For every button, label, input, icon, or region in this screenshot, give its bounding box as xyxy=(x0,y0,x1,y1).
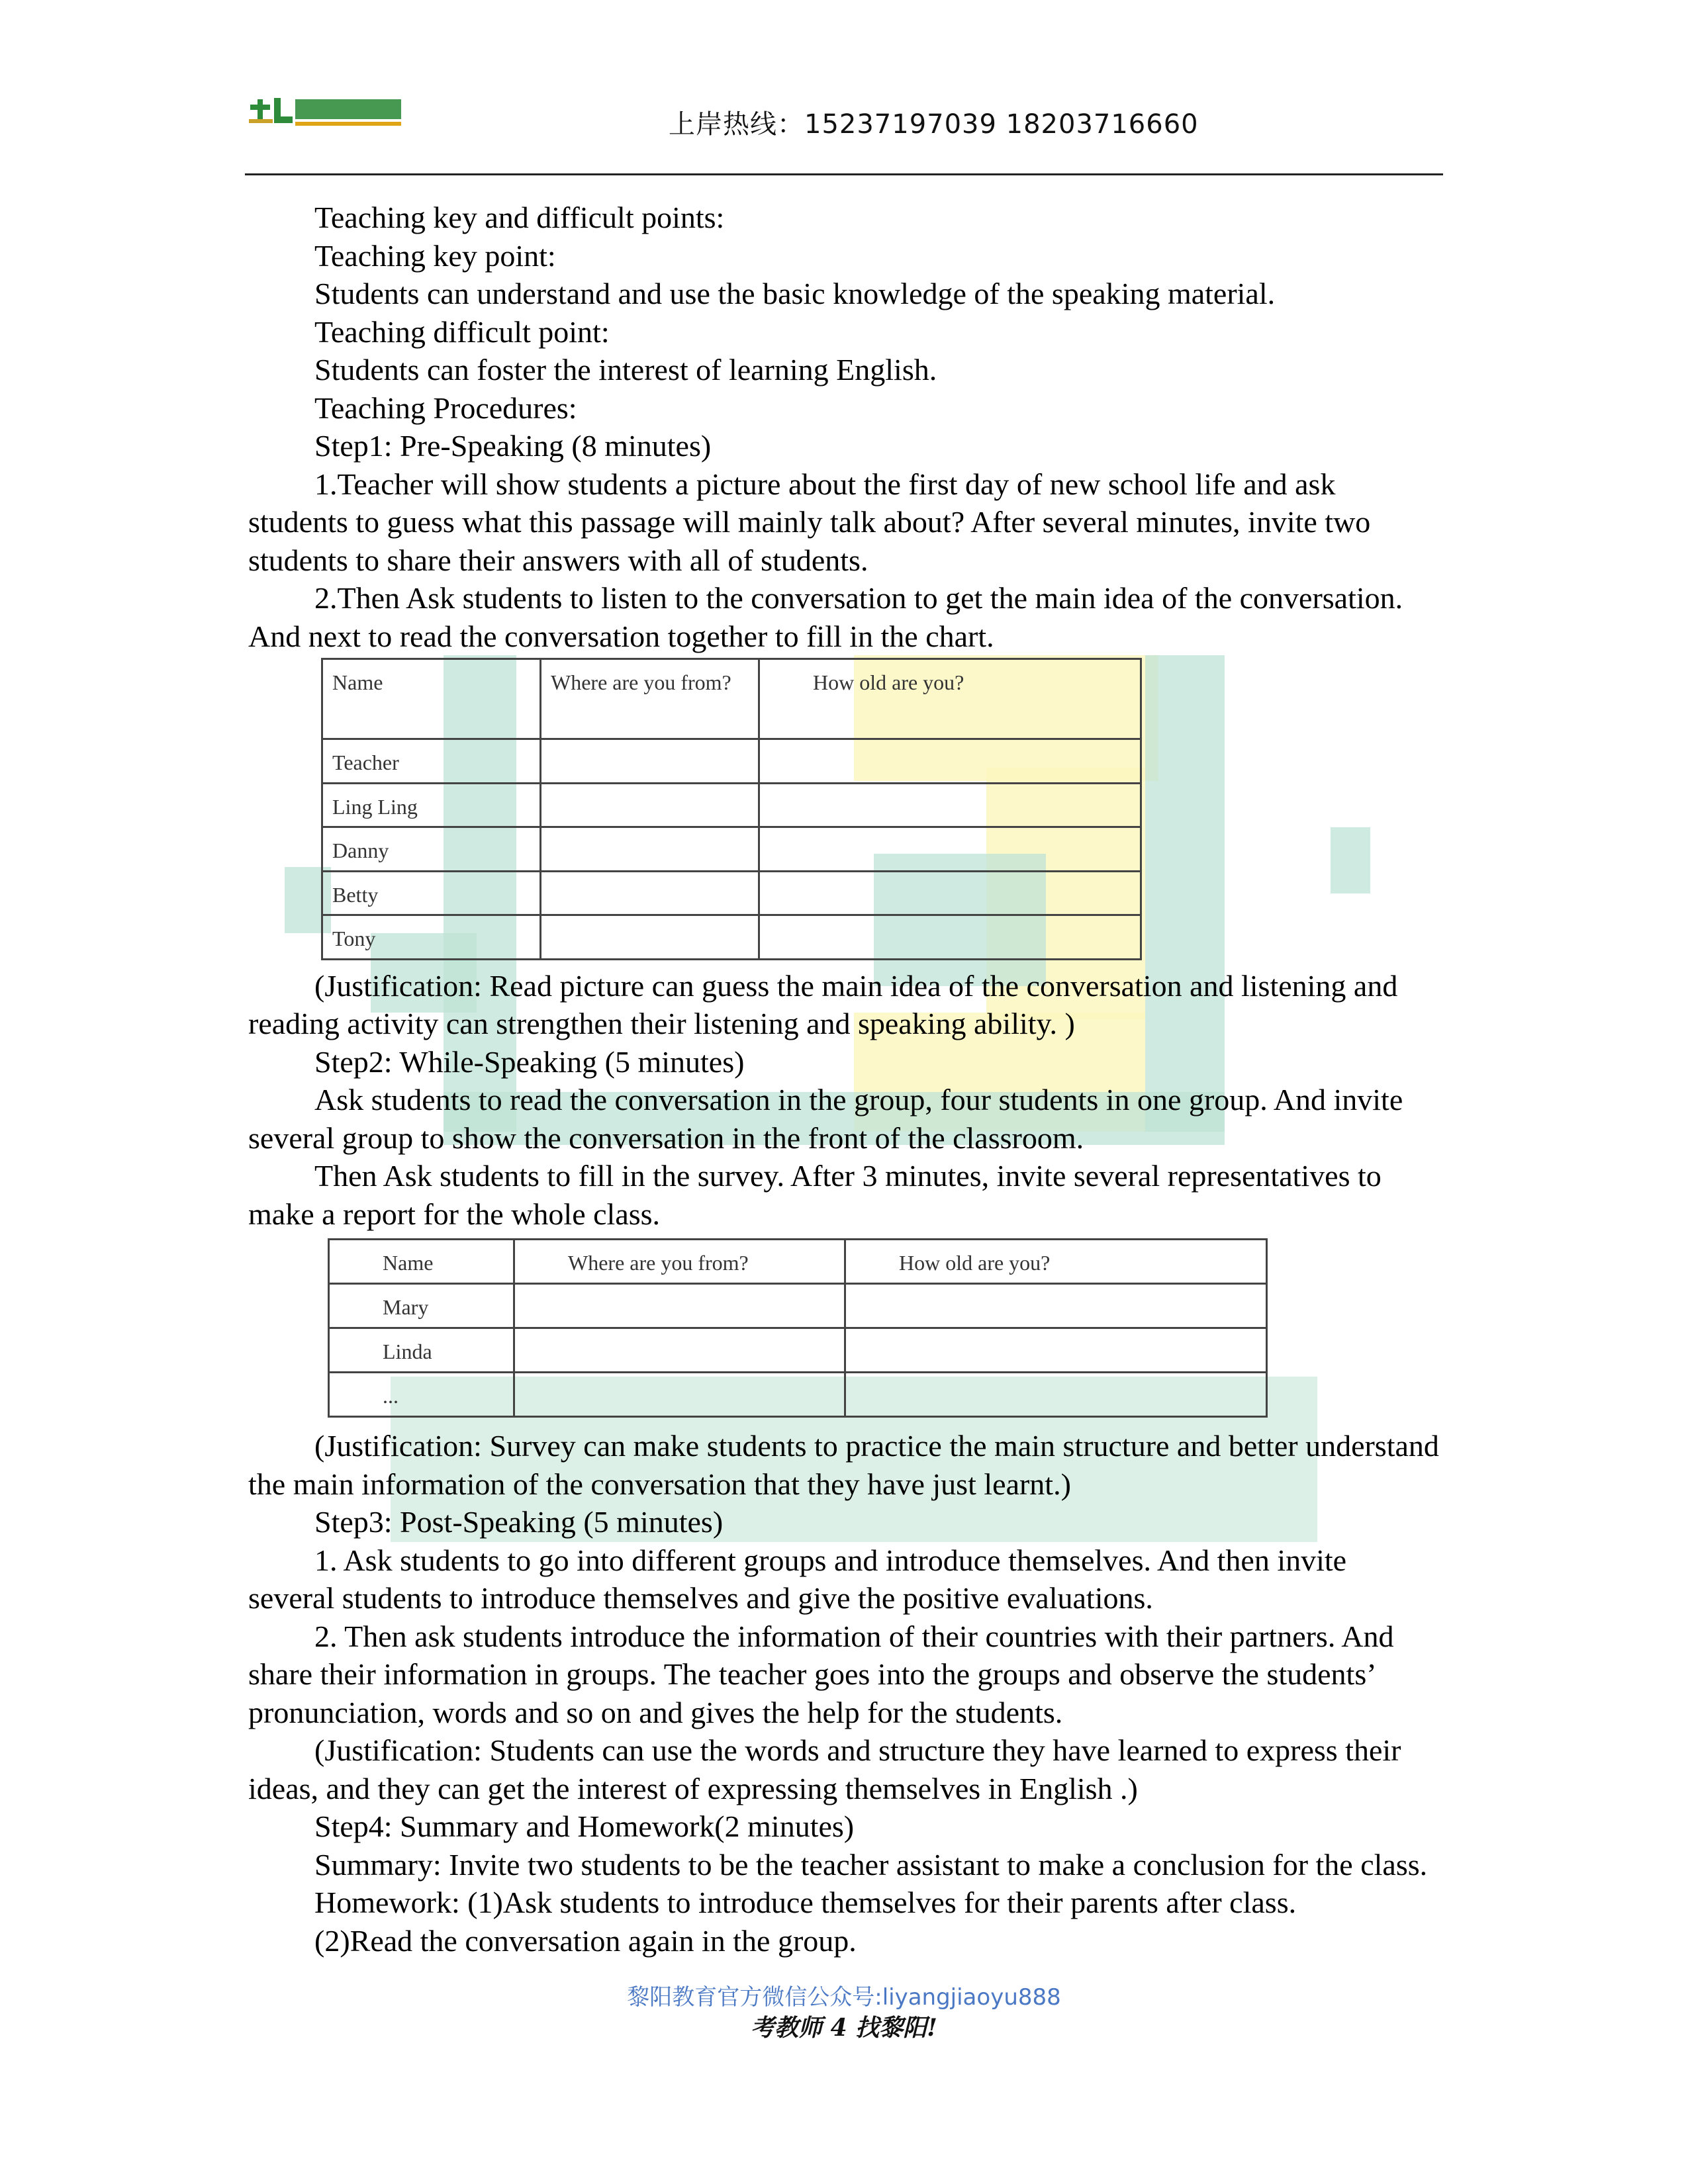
survey-table xyxy=(328,1238,1268,1418)
subheading-key-point: Teaching key point: xyxy=(314,238,556,273)
section-heading-procedures: Teaching Procedures: xyxy=(314,390,577,425)
step2-activity-2: Then Ask students to fill in the survey. After 3 minutes, invite several representatives to make a report for the whole class. xyxy=(248,1159,1382,1231)
table-cell-empty[interactable] xyxy=(514,1373,845,1417)
hotline-text: 上岸热线：15237197039 18203716660 xyxy=(669,109,1199,140)
table-cell-name: ... xyxy=(329,1373,514,1417)
table-cell-empty[interactable] xyxy=(845,1373,1267,1417)
step3-justification: (Justification: Students can use the words and structure they have learned to express their ideas, and they can get the interest of expressing themselves in English .) xyxy=(248,1733,1401,1805)
table-header-cell: How old are you? xyxy=(759,659,1141,739)
table-cell-empty[interactable] xyxy=(541,739,759,784)
table-cell-empty[interactable] xyxy=(759,783,1141,827)
table-row xyxy=(322,915,1141,960)
table-cell-empty[interactable] xyxy=(541,871,759,915)
table-cell-empty[interactable] xyxy=(514,1328,845,1373)
conversation-chart-table xyxy=(321,658,1142,960)
section-heading-key-difficult: Teaching key and difficult points: xyxy=(314,201,725,234)
footer-wechat-account: 黎阳教育官方微信公众号:liyangjiaoyu888 xyxy=(627,1984,1061,2011)
step2-activity-1: Ask students to read the conversation in the group, four students in one group. And invite several group to show the conversation in the front of the classroom. xyxy=(248,1083,1403,1155)
liyang-education-logo xyxy=(246,93,405,132)
table-header-row xyxy=(329,1240,1267,1284)
table-cell-empty[interactable] xyxy=(759,827,1141,872)
step3-activity-1: 1. Ask students to go into different groups and introduce themselves. And then invite several students to introduce themselves and give the positive evaluations. xyxy=(248,1543,1347,1615)
table-cell-empty[interactable] xyxy=(541,827,759,872)
table-row xyxy=(329,1284,1267,1328)
table-cell-name: Ling Ling xyxy=(322,783,541,827)
summary-text: Summary: Invite two students to be the teacher assistant to make a conclusion for the class. xyxy=(314,1847,1428,1882)
step1-activity-2: 2.Then Ask students to listen to the conversation to get the main idea of the conversation. And next to read the conversation together to fill in the chart. xyxy=(248,581,1403,653)
step1-activity-1: 1.Teacher will show students a picture about the first day of new school life and ask students to guess what this passage will mainly talk about? After several minutes, invite two students to share their answers with all of students. xyxy=(248,467,1371,577)
table-header-cell: Name xyxy=(322,659,541,739)
table-header-cell: Where are you from? xyxy=(541,659,759,739)
table-cell-name: Teacher xyxy=(322,739,541,784)
homework-text-1: Homework: (1)Ask students to introduce themselves for their parents after class. xyxy=(314,1886,1297,1919)
table-row xyxy=(329,1328,1267,1373)
step3-activity-2: 2. Then ask students introduce the information of their countries with their partners. And share their information in groups. The teacher goes into the groups and observe the students’ pronunciation, words and so on and gives the help for the students. xyxy=(248,1619,1394,1729)
table-cell-name: Mary xyxy=(329,1284,514,1328)
difficult-point-text: Students can foster the interest of learning English. xyxy=(314,353,937,387)
table-row xyxy=(322,739,1141,784)
table-cell-empty[interactable] xyxy=(541,783,759,827)
homework-text-2: (2)Read the conversation again in the group. xyxy=(314,1923,857,1958)
table-cell-empty[interactable] xyxy=(845,1284,1267,1328)
table-cell-empty[interactable] xyxy=(759,739,1141,784)
table-cell-name: Betty xyxy=(322,871,541,915)
table-cell-name: Tony xyxy=(322,915,541,960)
table-row xyxy=(329,1373,1267,1417)
table-header-cell: Where are you from? xyxy=(514,1240,845,1284)
table-cell-empty[interactable] xyxy=(759,871,1141,915)
table-cell-empty[interactable] xyxy=(541,915,759,960)
table-row xyxy=(322,783,1141,827)
table-row xyxy=(322,827,1141,872)
table-header-cell: How old are you? xyxy=(845,1240,1267,1284)
step3-heading: Step3: Post-Speaking (5 minutes) xyxy=(314,1505,724,1539)
lesson-plan-body xyxy=(248,199,1440,1960)
table-cell-empty[interactable] xyxy=(759,915,1141,960)
table-cell-empty[interactable] xyxy=(845,1328,1267,1373)
table-header-row xyxy=(322,659,1141,739)
key-point-text: Students can understand and use the basic knowledge of the speaking material. xyxy=(314,277,1276,310)
table-cell-name: Linda xyxy=(329,1328,514,1373)
table-row xyxy=(322,871,1141,915)
table-header-cell: Name xyxy=(329,1240,514,1284)
step1-heading: Step1: Pre-Speaking (8 minutes) xyxy=(314,429,712,463)
table-cell-empty[interactable] xyxy=(514,1284,845,1328)
header-divider xyxy=(245,173,1443,175)
step1-justification: (Justification: Read picture can guess the main idea of the conversation and listening and reading activity can strengthen their listening and speaking ability. ) xyxy=(248,968,1398,1040)
step2-justification: (Justification: Survey can make students to practice the main structure and better understand the main information of the conversation that they have just learnt.) xyxy=(248,1429,1439,1501)
step4-heading: Step4: Summary and Homework(2 minutes) xyxy=(314,1809,855,1843)
subheading-difficult-point: Teaching difficult point: xyxy=(314,314,610,349)
step2-heading: Step2: While-Speaking (5 minutes) xyxy=(314,1044,745,1079)
table-cell-name: Danny xyxy=(322,827,541,872)
footer-slogan: 考教师 4 找黎阳! xyxy=(751,2014,937,2042)
